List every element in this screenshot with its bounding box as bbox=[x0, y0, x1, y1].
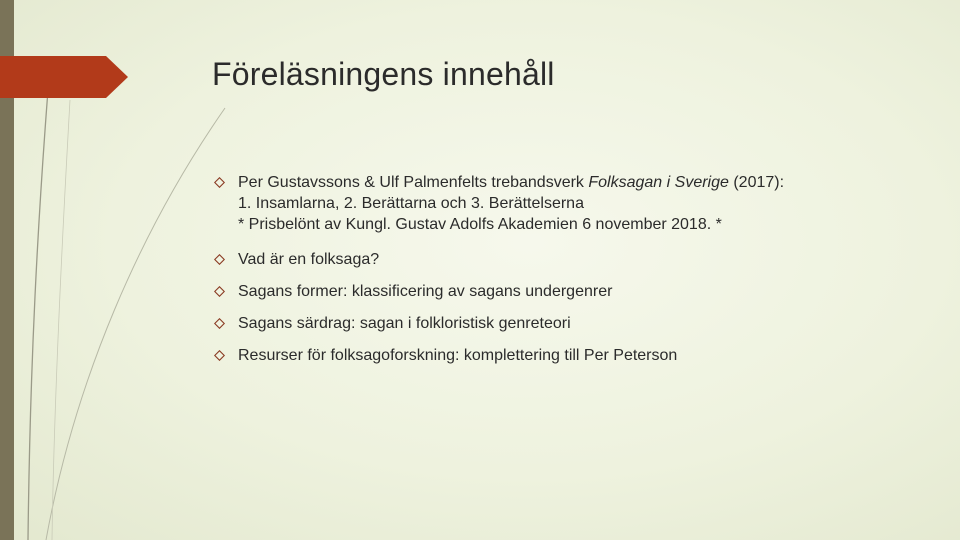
book-title: Folksagan i Sverige bbox=[588, 174, 729, 191]
bullet-text: Vad är en folksaga? bbox=[238, 251, 380, 268]
bullet-list bbox=[214, 172, 914, 377]
bullet-item bbox=[214, 249, 914, 270]
bullet-text: Sagans former: klassificering av sagans undergenrer bbox=[238, 283, 613, 300]
bullet-item bbox=[214, 172, 914, 235]
bullet-item bbox=[214, 313, 914, 334]
bullet-text: Sagans särdrag: sagan i folkloristisk genreteori bbox=[238, 315, 571, 332]
diamond-outline-icon bbox=[214, 254, 225, 265]
slide-title: Föreläsningens innehåll bbox=[212, 56, 555, 92]
title-accent-arrow bbox=[0, 56, 130, 98]
bullet-line-2: 1. Insamlarna, 2. Berättarna och 3. Berättelserna bbox=[238, 195, 584, 212]
bullet-text: (2017): bbox=[728, 174, 785, 191]
bullet-text: Resurser för folksagoforskning: komplettering till Per Peterson bbox=[238, 347, 678, 364]
diamond-outline-icon bbox=[214, 286, 225, 297]
bullet-item bbox=[214, 345, 914, 366]
bullet-item bbox=[214, 281, 914, 302]
diamond-outline-icon bbox=[214, 177, 225, 188]
bullet-line-1 bbox=[238, 172, 914, 193]
bullet-line-3: * Prisbelönt av Kungl. Gustav Adolfs Akademien 6 november 2018. * bbox=[238, 216, 722, 233]
diamond-outline-icon bbox=[214, 318, 225, 329]
bullet-text: Per Gustavssons & Ulf Palmenfelts trebandsverk bbox=[238, 174, 589, 191]
diamond-outline-icon bbox=[214, 350, 225, 361]
